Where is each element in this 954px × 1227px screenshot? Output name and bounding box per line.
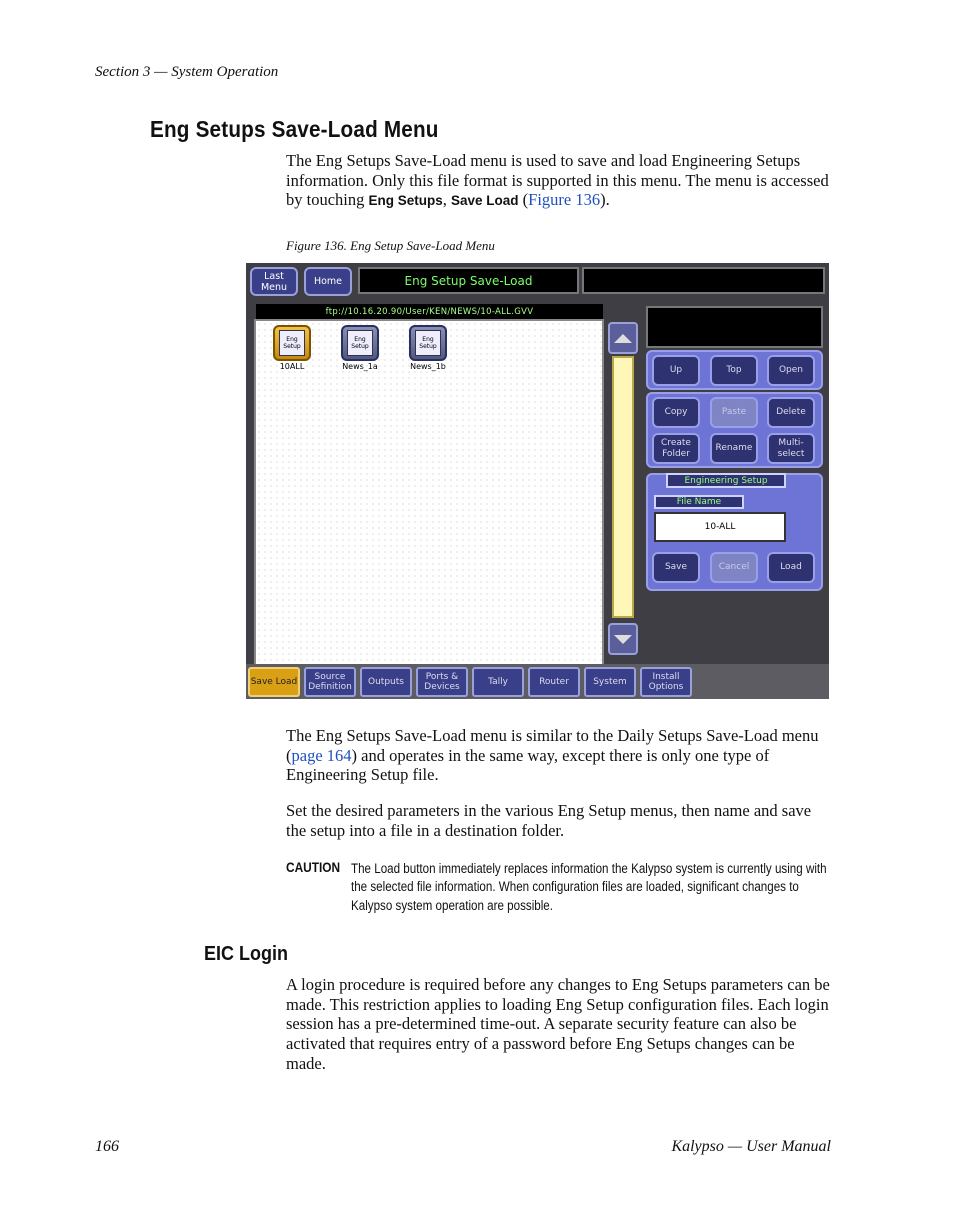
figure-caption: Figure 136. Eng Setup Save-Load Menu: [286, 238, 495, 253]
arrow-down-icon: [614, 635, 632, 644]
engineering-setup-panel: [646, 473, 823, 591]
info-display: [646, 306, 823, 348]
open-button[interactable]: Open: [767, 355, 815, 386]
intro-paragraph: The Eng Setups Save-Load menu is used to save and load Engineering Setups information. Only this file format is supported in this menu. The menu is accessed by touching Eng Setups, Save Load (Figure 136).: [286, 151, 829, 210]
tab-system[interactable]: System: [584, 667, 636, 697]
scroll-down-button[interactable]: [608, 623, 638, 655]
last-menu-button[interactable]: Last Menu: [250, 267, 298, 296]
file-operations-panel: [646, 392, 823, 468]
eng-setup-file-icon: Eng Setup: [273, 325, 311, 361]
running-header: Section 3 — System Operation: [95, 64, 279, 80]
footer-title: Kalypso — User Manual: [671, 1138, 831, 1155]
tab-save-load[interactable]: Save Load: [248, 667, 300, 697]
page-number: 166: [95, 1138, 119, 1155]
cancel-button[interactable]: Cancel: [710, 552, 758, 583]
paragraph-similar: The Eng Setups Save-Load menu is similar to the Daily Setups Save-Load menu (page 164) and operates in the same way, except there is only one type of Engineering Setup file.: [286, 726, 819, 785]
file-name-label: File Name: [654, 495, 744, 509]
save-button[interactable]: Save: [652, 552, 700, 583]
status-display: [582, 267, 825, 294]
tab-outputs[interactable]: Outputs: [360, 667, 412, 697]
top-button[interactable]: Top: [710, 355, 758, 386]
menu-title: Eng Setup Save-Load: [358, 267, 579, 294]
file-label: News_1b: [410, 362, 446, 371]
delete-button[interactable]: Delete: [767, 397, 815, 428]
file-item[interactable]: [336, 325, 384, 371]
caution-text: The Load button immediately replaces information the Kalypso system is currently using with the selected file information. When configuration files are loaded, significant changes to Kalypso system operation are possible.: [351, 861, 827, 913]
arrow-up-icon: [614, 334, 632, 343]
file-name-field[interactable]: 10-ALL: [654, 512, 786, 542]
multi-select-button[interactable]: Multi- select: [767, 433, 815, 464]
scroll-up-button[interactable]: [608, 322, 638, 354]
tab-tally[interactable]: Tally: [472, 667, 524, 697]
home-button[interactable]: Home: [304, 267, 352, 296]
create-folder-button[interactable]: Create Folder: [652, 433, 700, 464]
paragraph-set-parameters: Set the desired parameters in the various Eng Setup menus, then name and save the setup into a file in a destination folder.: [286, 801, 812, 840]
eng-setup-file-icon: Eng Setup: [409, 325, 447, 361]
file-label: News_1a: [342, 362, 378, 371]
menu-tab-bar: [246, 664, 829, 699]
eng-setup-file-icon: Eng Setup: [341, 325, 379, 361]
paragraph-eic-login: A login procedure is required before any changes to Eng Setups parameters can be made. This restriction applies to loading Eng Setup configuration files. Each login session has a pre-determined time-out. A separate security feature can also be activated that requires entry of a password before Eng Setups changes can be made.: [286, 975, 830, 1073]
caution-label: CAUTION: [286, 860, 341, 875]
tab-router[interactable]: Router: [528, 667, 580, 697]
file-item[interactable]: [268, 325, 316, 371]
file-label: 10ALL: [279, 362, 305, 371]
scrollbar-track[interactable]: [612, 356, 634, 618]
path-display: ftp://10.16.20.90/User/KEN/NEWS/10-ALL.GVV: [256, 304, 603, 319]
load-button[interactable]: Load: [767, 552, 815, 583]
tab-install-options[interactable]: Install Options: [640, 667, 692, 697]
eng-setup-save-load-screen: [246, 263, 829, 699]
navigation-panel: [646, 350, 823, 390]
file-browser[interactable]: [254, 319, 604, 683]
tab-source-definition[interactable]: Source Definition: [304, 667, 356, 697]
tab-ports-devices[interactable]: Ports & Devices: [416, 667, 468, 697]
page-link[interactable]: page 164: [291, 745, 352, 765]
up-button[interactable]: Up: [652, 355, 700, 386]
file-item[interactable]: [404, 325, 452, 371]
engineering-setup-label: Engineering Setup: [666, 473, 786, 488]
copy-button[interactable]: Copy: [652, 397, 700, 428]
figure-link[interactable]: Figure 136: [528, 190, 601, 210]
section-title: Eng Setups Save-Load Menu: [150, 116, 439, 142]
paste-button[interactable]: Paste: [710, 397, 758, 428]
rename-button[interactable]: Rename: [710, 433, 758, 464]
section-title-eic-login: EIC Login: [204, 943, 288, 965]
